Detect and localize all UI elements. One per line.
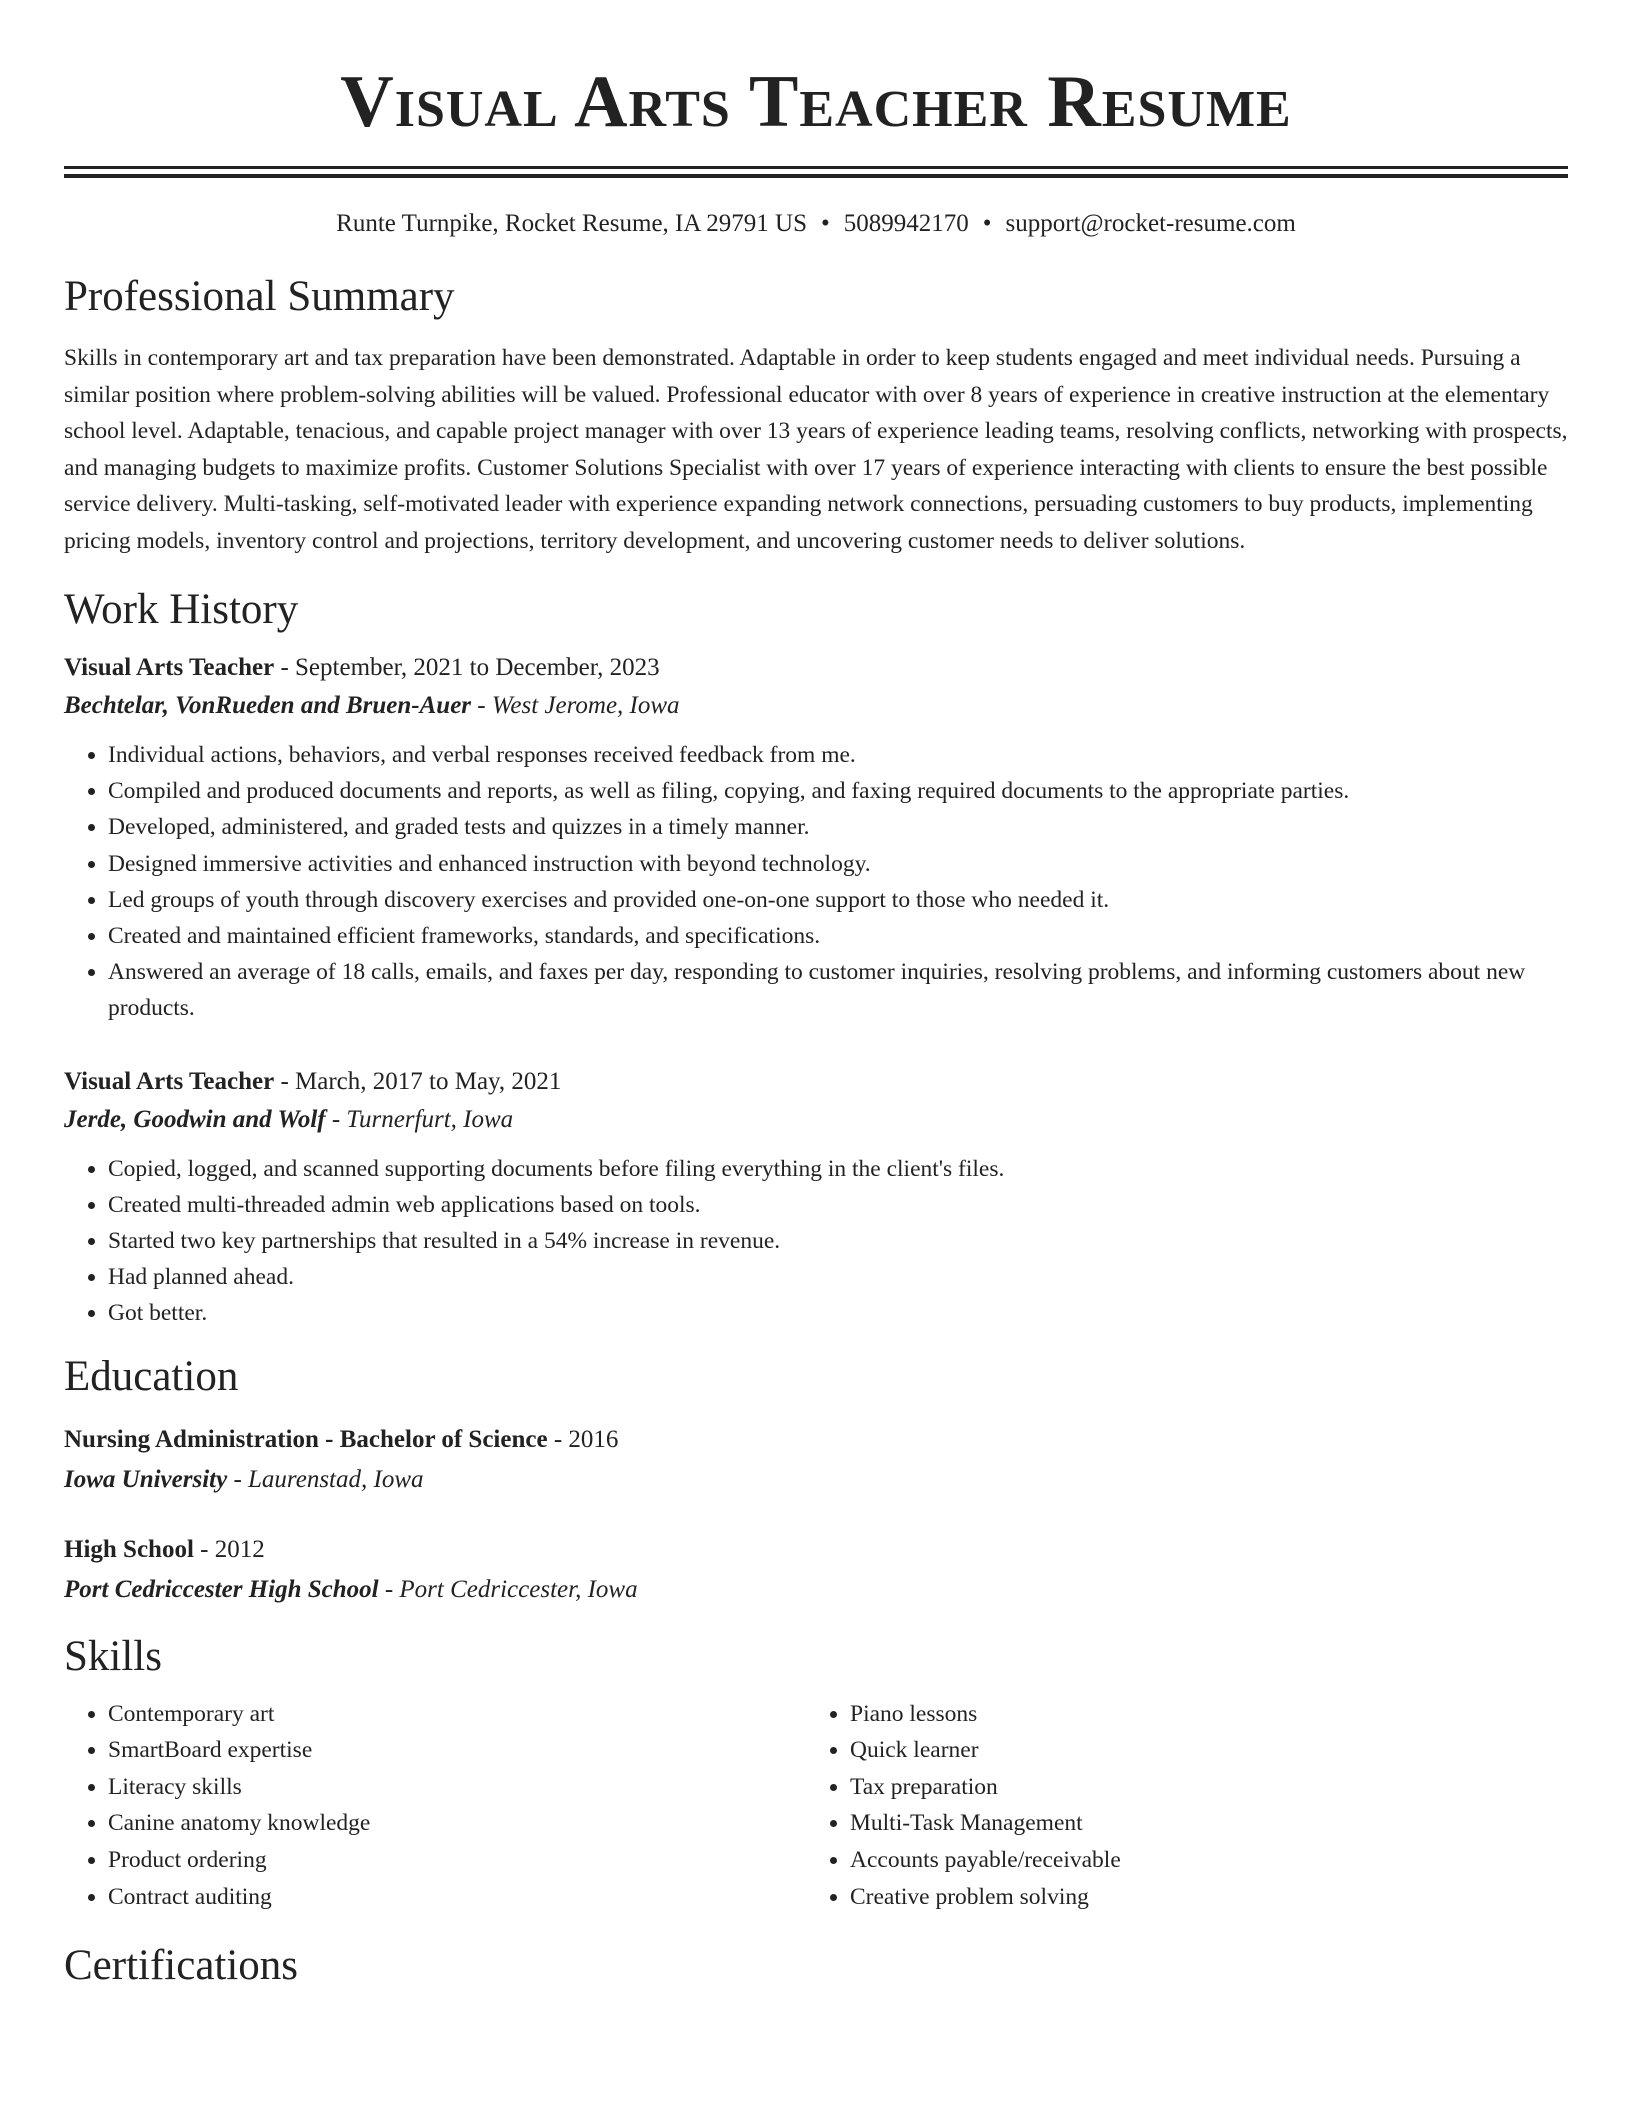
skill-item: • SmartBoard expertise <box>108 1732 806 1769</box>
job-location: - West Jerome, Iowa <box>471 692 680 719</box>
skills-list <box>806 1696 1548 1916</box>
job-duty: • Had planned ahead. <box>108 1259 1568 1295</box>
job-duties <box>64 1151 1568 1332</box>
job-dates: - September, 2021 to December, 2023 <box>274 654 660 681</box>
education-entry <box>64 1420 1568 1500</box>
work-history-heading: Work History <box>64 586 299 633</box>
job-duty: • Answered an average of 18 calls, emails, and faxes per day, responding to customer inquiries, resolving problems, and informing customers about new products. <box>108 954 1568 1026</box>
contact-phone: 5089942170 <box>843 210 969 237</box>
skill-item: • Accounts payable/receivable <box>850 1842 1548 1879</box>
education-school: Iowa University <box>64 1465 228 1493</box>
education-header <box>64 1420 1568 1460</box>
education-school-line <box>64 1460 1568 1500</box>
skill-item: • Product ordering <box>108 1842 806 1879</box>
skills-column-left <box>64 1696 806 1916</box>
education-school-line <box>64 1570 1568 1610</box>
education-entry <box>64 1530 1568 1610</box>
header-rule-top <box>64 166 1568 169</box>
contact-address: Runte Turnpike, Rocket Resume, IA 29791 US <box>336 210 807 237</box>
education-degree: High School <box>64 1535 194 1563</box>
job-duties <box>64 737 1568 1027</box>
job-duty: • Created and maintained efficient frameworks, standards, and specifications. <box>108 918 1568 954</box>
certifications-heading: Certifications <box>64 1942 299 1990</box>
education-school: Port Cedriccester High School <box>64 1575 379 1603</box>
skill-item: • Quick learner <box>850 1732 1548 1769</box>
summary-text: Skills in contemporary art and tax preparation have been demonstrated. Adaptable in order to keep students engaged and meet individual needs. Pursuing a similar position where problem-solving abilities will be valued. Professional educator with over 8 years of experience in creative instruction at the elementary school level. Adaptable, tenacious, and capable project manager with over 13 years of experience leading teams, resolving conflicts, networking with prospects, and managing budgets to maximize profits. Customer Solutions Specialist with over 17 years of experience interacting with clients to ensure the best possible service delivery. Multi-tasking, self-motivated leader with experience expanding network connections, persuading customers to buy products, implementing pricing models, inventory control and projections, territory development, and uncovering customer needs to deliver solutions. <box>64 345 1568 554</box>
skill-item: • Literacy skills <box>108 1769 806 1806</box>
skill-item: • Contemporary art <box>108 1696 806 1733</box>
job-company: Bechtelar, VonRueden and Bruen-Auer <box>64 692 472 719</box>
skills-list <box>64 1696 806 1916</box>
skill-item: • Piano lessons <box>850 1696 1548 1733</box>
job-duty: • Created multi-threaded admin web applications based on tools. <box>108 1187 1568 1223</box>
skill-item: • Canine anatomy knowledge <box>108 1805 806 1842</box>
skill-item: • Creative problem solving <box>850 1879 1548 1916</box>
education-location: - Laurenstad, Iowa <box>227 1465 424 1493</box>
education-heading: Education <box>64 1352 239 1400</box>
job-employer <box>64 687 1568 725</box>
job-duty: • Started two key partnerships that resulted in a 54% increase in revenue. <box>108 1223 1568 1259</box>
skill-item: • Multi-Task Management <box>850 1805 1548 1842</box>
job-duty: • Individual actions, behaviors, and verbal responses received feedback from me. <box>108 737 1568 773</box>
job-duty: • Led groups of youth through discovery exercises and provided one-on-one support to those who needed it. <box>108 882 1568 918</box>
education-year: - 2012 <box>193 1535 265 1563</box>
job-header <box>64 649 1568 687</box>
job-header <box>64 1063 1568 1101</box>
education-degree: Nursing Administration - Bachelor of Science <box>64 1425 548 1453</box>
skills-grid <box>64 1696 1568 1916</box>
job-duty: • Developed, administered, and graded tests and quizzes in a timely manner. <box>108 809 1568 845</box>
job-duty: • Designed immersive activities and enhanced instruction with beyond technology. <box>108 846 1568 882</box>
education-location: - Port Cedriccester, Iowa <box>378 1575 638 1603</box>
contact-email: support@rocket-resume.com <box>1005 210 1296 237</box>
header-rule-bottom <box>64 174 1568 178</box>
job-title: Visual Arts Teacher <box>64 1067 275 1095</box>
job-duty: • Copied, logged, and scanned supporting documents before filing everything in the client's files. <box>108 1151 1568 1187</box>
summary-heading: Professional Summary <box>64 273 455 320</box>
job-duty: • Compiled and produced documents and reports, as well as filing, copying, and faxing required documents to the appropriate parties. <box>108 773 1568 809</box>
job-company: Jerde, Goodwin and Wolf <box>64 1105 326 1133</box>
skills-heading: Skills <box>64 1632 162 1680</box>
job-title: Visual Arts Teacher <box>64 654 275 681</box>
contact-separator: • <box>821 210 830 237</box>
job-entry <box>64 649 1568 1027</box>
skills-column-right <box>806 1696 1548 1916</box>
resume-page <box>64 0 1568 1991</box>
job-employer <box>64 1101 1568 1139</box>
job-duty: • Got better. <box>108 1295 1568 1331</box>
resume-title: Visual Arts Teacher Resume <box>340 61 1292 143</box>
skill-item: • Tax preparation <box>850 1769 1548 1806</box>
job-dates: - March, 2017 to May, 2021 <box>274 1067 562 1095</box>
job-entry <box>64 1063 1568 1332</box>
job-location: - Turnerfurt, Iowa <box>325 1105 514 1133</box>
education-header <box>64 1530 1568 1570</box>
contact-line <box>64 208 1568 240</box>
skill-item: • Contract auditing <box>108 1879 806 1916</box>
contact-separator: • <box>982 210 992 237</box>
education-year: - 2016 <box>547 1425 619 1453</box>
